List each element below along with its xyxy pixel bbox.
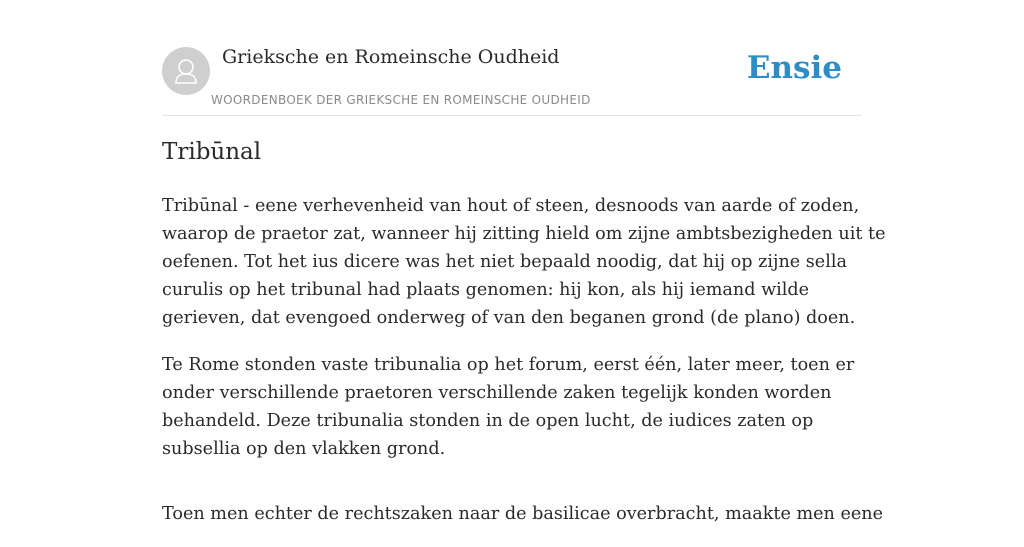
user-avatar-icon[interactable] — [162, 47, 210, 95]
entry-body — [162, 192, 886, 547]
source-title-link[interactable]: Grieksche en Romeinsche Oudheid — [222, 46, 560, 68]
paragraph-line: onder verschillende praetoren verschillende zaken tegelijk konden worden — [162, 383, 832, 403]
paragraph-line: curulis op het tribunal had plaats genomen: hij kon, als hij iemand wilde — [162, 280, 810, 300]
brand-logo[interactable]: Ensie — [746, 50, 842, 86]
paragraph-line: Tribūnal - eene verhevenheid van hout of steen, desnoods van aarde of zoden, — [162, 196, 860, 216]
paragraph-line: oefenen. Tot het ius dicere was het niet bepaald noodig, dat hij op zijne sella — [162, 252, 847, 272]
source-subtitle: WOORDENBOEK DER GRIEKSCHE EN ROMEINSCHE OUDHEID — [211, 93, 591, 107]
entry-paragraph — [162, 351, 862, 463]
entry-paragraph — [162, 192, 886, 332]
entry-title: Tribūnal — [162, 139, 262, 165]
paragraph-line: Te Rome stonden vaste tribunalia op het forum, eerst één, later meer, toen er — [162, 355, 855, 375]
entry-paragraph — [162, 500, 884, 528]
source-header — [162, 40, 862, 116]
paragraph-line: gerieven, dat evengoed onderweg of van den beganen grond (de plano) doen. — [162, 308, 856, 328]
paragraph-line: behandeld. Deze tribunalia stonden in de open lucht, de iudices zaten op — [162, 411, 814, 431]
paragraph-line: Toen men echter de rechtszaken naar de basilicae overbracht, maakte men eene — [162, 504, 884, 524]
paragraph-line: waarop de praetor zat, wanneer hij zitting hield om zijne ambtsbezigheden uit te — [162, 224, 886, 244]
paragraph-line: subsellia op den vlakken grond. — [162, 439, 446, 459]
